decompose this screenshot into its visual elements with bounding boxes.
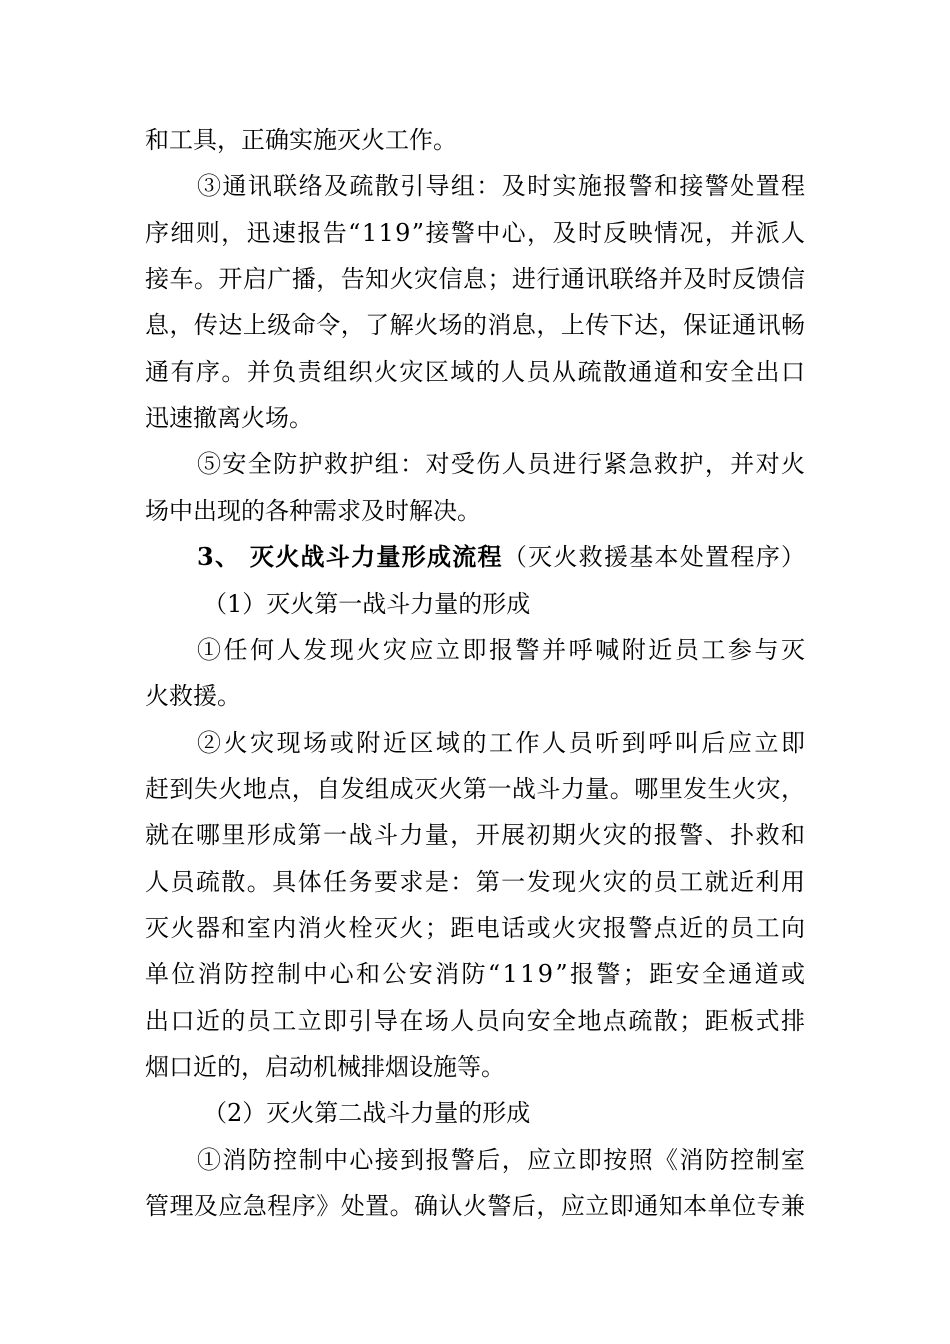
paragraph-line: ⑤安全防护救护组：对受伤人员进行紧急救护，并对火 [197,450,807,479]
paragraph-line: 灭火器和室内消火栓灭火；距电话或火灾报警点近的员工向 [145,913,807,942]
paragraph-line: 序细则，迅速报告“119”接警中心，及时反映情况，并派人 [145,218,807,247]
paragraph-line: 人员疏散。具体任务要求是：第一发现火灾的员工就近利用 [145,867,807,896]
paragraph-line: 通有序。并负责组织火灾区域的人员从疏散通道和安全出口 [145,357,807,386]
paragraph-line: ①消防控制中心接到报警后，应立即按照《消防控制室 [197,1145,807,1174]
heading-title: 3、 灭火战斗力量形成流程 [197,542,503,572]
paragraph-line: 场中出现的各种需求及时解决。 [145,496,481,525]
paragraph-line: ②火灾现场或附近区域的工作人员听到呼叫后应立即 [197,728,808,757]
paragraph-line: 接车。开启广播，告知火灾信息；进行通讯联络并及时反馈信 [145,265,806,294]
paragraph-line: 赶到失火地点，自发组成灭火第一战斗力量。哪里发生火灾， [145,774,806,803]
paragraph-line: 息，传达上级命令，了解火场的消息，上传下达，保证通讯畅 [145,311,806,340]
paragraph-line: 就在哪里形成第一战斗力量，开展初期火灾的报警、扑救和 [145,821,807,850]
heading-subtitle: （灭火救援基本处置程序） [502,543,807,572]
paragraph-line: 和工具，正确实施灭火工作。 [145,126,457,154]
paragraph-line: 出口近的员工立即引导在场人员向安全地点疏散；距板式排 [145,1006,807,1035]
subsection-heading: （1）灭火第一战斗力量的形成 [203,589,531,618]
section-heading [197,541,805,573]
paragraph-line: 单位消防控制中心和公安消防“119”报警；距安全通道或 [145,960,808,989]
paragraph-line: 管理及应急程序》处置。确认火警后，应立即通知本单位专兼 [145,1192,806,1221]
paragraph-line: 烟口近的，启动机械排烟设施等。 [145,1053,505,1081]
paragraph-line: ①任何人发现火灾应立即报警并呼喊附近员工参与灭 [197,635,808,664]
paragraph-line: 迅速撤离火场。 [145,404,313,433]
paragraph-line: 火救援。 [145,682,241,711]
subsection-heading: （2）灭火第二战斗力量的形成 [203,1099,531,1128]
paragraph-line: ③通讯联络及疏散引导组：及时实施报警和接警处置程 [197,172,807,201]
